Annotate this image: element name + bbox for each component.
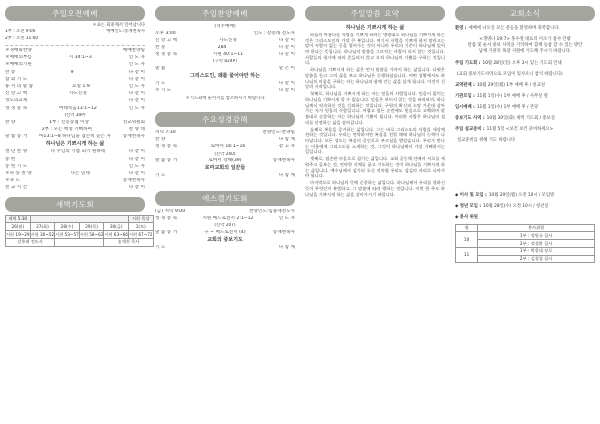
order-row: (금) 저녁 9:00 찬양인도:임종재전도사 <box>155 208 295 214</box>
order-row: 찬 송 9 다 같 이 <box>5 69 145 75</box>
dawn-cell: 27(화) <box>30 223 55 231</box>
welcome-label: 환영 : <box>455 25 467 31</box>
order-row: 성 경 봉 독 시편 40:1~11 다 같 이 <box>155 52 295 58</box>
choir-2: 2부 : 모든 백성 기뻐하며 <box>41 127 93 133</box>
friday-sermon: 구 ~ 베드로전서 (4) <box>204 229 246 235</box>
order-row: 성 경 봉 독 시편 베드로전서 2:1~12 인 도 자 <box>155 215 295 221</box>
news-item: 주일 기도회 : 10월 28일(일) 오후 3시 있는 기도회 안내 <box>455 61 562 67</box>
sermon-title: 하나님은 기쁘시게 하는 삶 <box>45 141 105 148</box>
order-row: 말 씀 맡 은 이 <box>155 65 295 71</box>
news-item: ◆ 이사 및 모임 : 10월 29일(월) 오전 10시 / 모임방 <box>455 193 555 199</box>
news-item: 기관모임 : 11월 1일(수) 1부 예배 후 / 사무실 옆 <box>455 94 548 100</box>
biweekly-note: (격주예배) <box>214 24 236 29</box>
order-row: 기 도 다 같 이 <box>155 81 295 87</box>
order-row: 결 단 찬 양 나 주님의 기쁨 되기 원하네 다 같 이 <box>5 149 145 155</box>
summary-title: 하나님은 기쁘시게 하는 삶 <box>345 25 405 31</box>
order-row: 봉 헌 다 같 이 <box>5 156 145 162</box>
dawn-prayer-table: 새벽 5:30 시편 묵상 26(월) 27(화) 28(수) 29(목) 30(금) 1(토) 시편 19~29 시편 30~52 시편 53~57 시편 58~62 시편 63~66 시편 67~72 강흥래 전도사 송재천 목사 <box>6 216 153 245</box>
order-row: 신 앙 고 백 사도신경 다 같 이 <box>155 37 295 43</box>
column-morning-worship: 주일오전예배 ＊표는 회중께서 일어납니다 1부 : 오전 9:00 예배인도:송재천목사 2부 : 오전 11:00 ＊경배와찬양 예배찬양팀 ＊예배의부름 시 34:1~3 인 도 자 ＊예배의기원 인 도 자 찬 송 9 다 같 이 참 회 기 도 다 같 이 용 서 의 말 씀 요일 1:9 인 도 자 신 앙 고 백 사도신경 다 같 이 성도의교제 다 같 이 성 경 봉 독 마태복음13:1~12 인 도 자 (신약 30P) 찬 양 1부 : 신동농협 이상 선교위원회 2부 : 모든 백성 기뻐하며 찬 양 대 말 씀 증 거 마13:1~8 하나님을 겸손히 듣는 자 송재천목사 하나님은 기쁘시게 하는 삶 결 단 찬 양 나 주님의 기쁨 되기 원하네 다 같 이 봉 헌 다 같 이 봉 헌 기 도 인 도 자 ＊파 송 찬 양 나는 믿네 다 같 이 ＊축 도 송재천목사 친 교 시 간 다 같 이 새벽기도회 새벽 5:30 시편 묵상 26(월) 27(화) 28(수) 29(목) 30(금) 1(토) 시편 19~29 시편 30~52 시편 53~57 시편 58~62 시편 63~66 시편 67~72 강흥래 전도사 송재천 목사 <box>5 6 145 247</box>
news-item: 중보기도 사역 : 10월 30일(화) 새벽 기도회 / 중보실 <box>455 116 555 122</box>
wednesday-ref: (신약 260) <box>214 151 236 157</box>
order-row: 성 경 봉 독 로마서 16:1~16 같 고 자 <box>155 144 295 150</box>
order-row: 저녁 7:30 찬양인도:찬양팀 <box>155 130 295 136</box>
scripture-ref: (신약 30P) <box>64 112 86 118</box>
service-time-1: 1부 : 오전 9:00 <box>5 28 36 34</box>
news-item: 설교준비를 위해 기도 바랍니다 <box>457 138 516 144</box>
dawn-cell: 1(토) <box>128 223 153 231</box>
order-row: 신 앙 고 백 사도신경 다 같 이 <box>5 91 145 97</box>
summary-paragraph: 하늘의 아름다운 사람을 기쁘게 하라는 명령대로 하나님을 기쁘시게 하는 것은 그리스도인의 가장 큰 복입니다. 여기서 사람을 기쁘게 하지 말라고는 말이 사람이 없는 곳을 열어가는 것이 아니라 우리의 기준이 하나님께 있어야 한다는 뜻입니다. 하나님의 말씀을 그르치는 사람이 되지 않는 것입니다. 사람들의 평가에 따라 흔들리지 않고 오직 하나님의 기쁨을 구하는 것입니다. <box>305 33 445 67</box>
summary-paragraph: 둘째로 복음을 증거하는 삶입니다. 그는 바로 그리스도의 사랑을 세상에 전하는 것입니다. 우리는 연약하지만 복음을 전할 때에 하나님의 능력이 나타납니다. 모든 성도는 복음의 증인으로 부르심을 받았습니다. 우리가 만나는 이웃에게 그리스도를 소개하는 것, 그것이 하나님께서 가장 기뻐하시는 일입니다. <box>305 127 445 156</box>
afternoon-ref: (구약 824P) <box>213 59 237 65</box>
worship-leader: 예배인도:송재천목사 <box>106 28 145 34</box>
dawn-prayer-header: 새벽기도회 <box>5 197 145 212</box>
service-time-2: 2부 : 오전 11:00 <box>5 35 39 41</box>
afternoon-note: ＊기도회에 순서지를 참조하시기 바랍니다 <box>185 95 265 101</box>
volunteer-label: ◆ 봉사 위원 <box>455 215 478 221</box>
summary-paragraph: 하나님을 기쁘시게 하는 삶은 먼저 말씀을 가까이 하는 삶입니다. 다윗은 말씀을 듣고 그의 삶을 보고 하나님은 동행하셨습니다. 어떤 상황에서도 하나님의 마음을 구하는 자는 하나님과 함께 걷는 삶을 살게 됩니다. 이것이 신앙의 시작입니다. <box>305 68 445 91</box>
order-row: 봉 헌 기 도 인 도 자 <box>5 163 145 169</box>
sermon-preacher: 송재천목사 <box>122 134 145 140</box>
sermon-label: 말 씀 증 거 <box>5 134 28 140</box>
standing-note: ＊표는 회중께서 일어납니다 <box>92 23 145 28</box>
order-row: 찬 송 284 다 같 이 <box>155 44 295 50</box>
afternoon-sermon-title: 그리스도인, 왜를 물어야만 하는 <box>190 73 260 80</box>
wednesday-header: 수요성경강해 <box>155 112 295 127</box>
summary-paragraph: 셋째로, 겸손한 마음으로 섬기는 삶입니다. 교회 공동체 안에서 서로를 세워주고 돌보는 것, 연약한 지체를 품고 기도하는 것이 하나님을 기쁘시게 하는 삶입니다. 예수님께서 섬기러 오신 것처럼 우리도 섬김의 자리로 나아가야 합니다. <box>305 157 445 180</box>
order-row: 기 도 다 함 께 <box>155 173 295 179</box>
dawn-cell: 시편 30~52 <box>30 231 55 237</box>
dawn-cell: 28(수) <box>55 223 80 231</box>
news-item: ◆ 청년 모임 : 10월 28일(수) 오전 10시 / 청년실 <box>455 204 549 210</box>
order-row: ＊축 도 송재천목사 <box>5 178 145 184</box>
wednesday-sermon: 로마서 강해(39) <box>208 158 242 164</box>
order-row: 성 경 봉 독 마태복음13:1~12 인 도 자 <box>5 105 145 111</box>
order-row: ＊경배와찬양 예배찬양팀 <box>5 48 145 54</box>
column-sermon-summary <box>305 6 445 388</box>
order-row: ＊예배의부름 시 34:1~3 인 도 자 <box>5 55 145 61</box>
welcome-text: 예배에 나오신 모든 분들을 환영하며 축복합니다. <box>468 25 560 31</box>
order-row: 주 기 도 다 같 이 <box>155 88 295 94</box>
dawn-cell: 26(월) <box>6 223 31 231</box>
dawn-cell: 시편 67~72 <box>128 231 153 237</box>
dawn-cell: 30(금) <box>104 223 129 231</box>
choir-1: 1부 : 신동농협 이상 <box>49 119 90 125</box>
summary-paragraph: 첫째로, 하나님을 기쁘시게 하는 자는 믿음의 사람입니다. 믿음이 없이는 하나님을 기쁘시게 할 수 없습니다. 믿음은 보이지 않는 것을 바라보며, 하나님께서 약속하신 것을 신뢰하는 것입니다. 구원의 확신과 소망 가운데 살아가는 자가 믿음의 사람입니다. 어렵고 힘든 순간에도 믿음으로 고백하며 말씀대로 순종하는 자는 하나님의 기쁨이 됩니다. 이러한 사람은 하나님의 섭리를 인정하는 삶을 살아갑니다. <box>305 92 445 126</box>
church-news-header: 교회소식 <box>455 6 595 21</box>
order-row: ＊파 송 찬 양 나는 믿네 다 같 이 <box>5 171 145 177</box>
dawn-cell: 시편 53~57 <box>55 231 79 237</box>
news-item: 임시예배 : 11월 1일(수) 1부 예배 후 / 본당 <box>455 105 539 111</box>
column-afternoon-worship: 주일찬양예배 (격주예배) 오후 3:00 인도 : 강흥래 전도사 신 앙 고 백 사도신경 다 같 이 찬 송 284 다 같 이 성 경 봉 독 시편 40:1~11 다 같 이 (구약 824P) 말 씀 맡 은 이 그리스도인, 왜를 물어야만 하는 기 도 다 같 이 주 기 도 다 같 이 ＊기도회에 순서지를 참조하시기 바랍니다 수요성경강해 저녁 7:30 찬양인도:찬양팀 찬 양 다 함 께 성 경 봉 독 로마서 16:1~16 같 고 자 (신약 260) 말 씀 증 거 로마서 강해(39) 송재천목사 로마교회의 일꾼들 기 도 다 함 께 에스겔기도회 (금) 저녁 9:00 찬양인도:임종재전도사 성 경 봉 독 시편 베드로전서 2:1~12 인 도 자 (신약 207) 말 씀 증 거 구 ~ 베드로전서 (4) 송재천목사 교회의 중보기도 기 도 다 함 께 <box>155 6 295 252</box>
order-row: 찬 양 다 함 께 <box>155 137 295 143</box>
order-row: 성도의교제 다 같 이 <box>5 98 145 104</box>
dawn-cell: 시편 58~62 <box>79 231 104 237</box>
news-item: (교회 중보기도사역으로 모임이 있사오니 참석 바랍니다) <box>457 72 563 78</box>
intro-box: <생명나 19:7> 홍수철 대표의 미소가 참사 안팎 말씀 및 순서 중보 사역을 기억하여 함께 동참 할 수 있는 방안 남캐 기관의 목장 지원에 기도해 주시기 바랍니다. <box>467 37 583 55</box>
morning-worship-header: 주일오전예배 <box>5 6 145 21</box>
order-row: 오후 3:00 인도 : 강흥래 전도사 <box>155 30 295 36</box>
dawn-cell: 시편 63~66 <box>104 231 128 237</box>
volunteer-table: 월 봉사위원 10 1부 : 정원규 집사 2부 : 정경환 집사 11 1부 : 박종대 장로 2부 : 김경철 집사 <box>455 224 595 264</box>
order-row: 기 도 다 함 께 <box>155 244 295 250</box>
friday-header: 에스겔기도회 <box>155 191 295 206</box>
sermon-ref: 마13:1~8 하나님을 겸손히 듣는 자 <box>39 134 111 140</box>
friday-title: 교회의 중보기도 <box>207 236 243 243</box>
wednesday-title: 로마교회의 일꾼들 <box>204 165 246 172</box>
order-row: 용 서 의 말 씀 요일 1:9 인 도 자 <box>5 83 145 89</box>
order-row: 친 교 시 간 다 같 이 <box>5 185 145 191</box>
summary-paragraph: 마지막으로 하나님의 뜻에 순종하는 삶입니다. 하나님께서 우리를 향하신 뜻이 무엇인지 분별하고, 그 말씀에 따라 행하는 것입니다. 이번 한 주도 하나님을 기쁘시게 하는 삶을 살아가시기 바랍니다. <box>305 181 445 198</box>
afternoon-worship-header: 주일찬양예배 <box>155 6 295 21</box>
order-row: 참 회 기 도 다 같 이 <box>5 76 145 82</box>
order-row: ＊예배의기원 인 도 자 <box>5 62 145 68</box>
friday-ref: (신약 207) <box>214 223 236 228</box>
news-item: 주일 설교준비 : 11월 5일 <보건 보건 준비하세요> <box>455 127 554 133</box>
news-item: 교역판제 : 10월 29일(월) 1부 예배 후 / 친교실 <box>455 83 545 89</box>
dawn-cell: 시편 19~29 <box>6 231 30 237</box>
choir-label: 찬 양 <box>5 119 16 125</box>
column-church-news <box>455 6 595 263</box>
sermon-summary-header: 주일말씀 요약 <box>305 6 445 21</box>
dawn-cell: 29(목) <box>79 223 104 231</box>
